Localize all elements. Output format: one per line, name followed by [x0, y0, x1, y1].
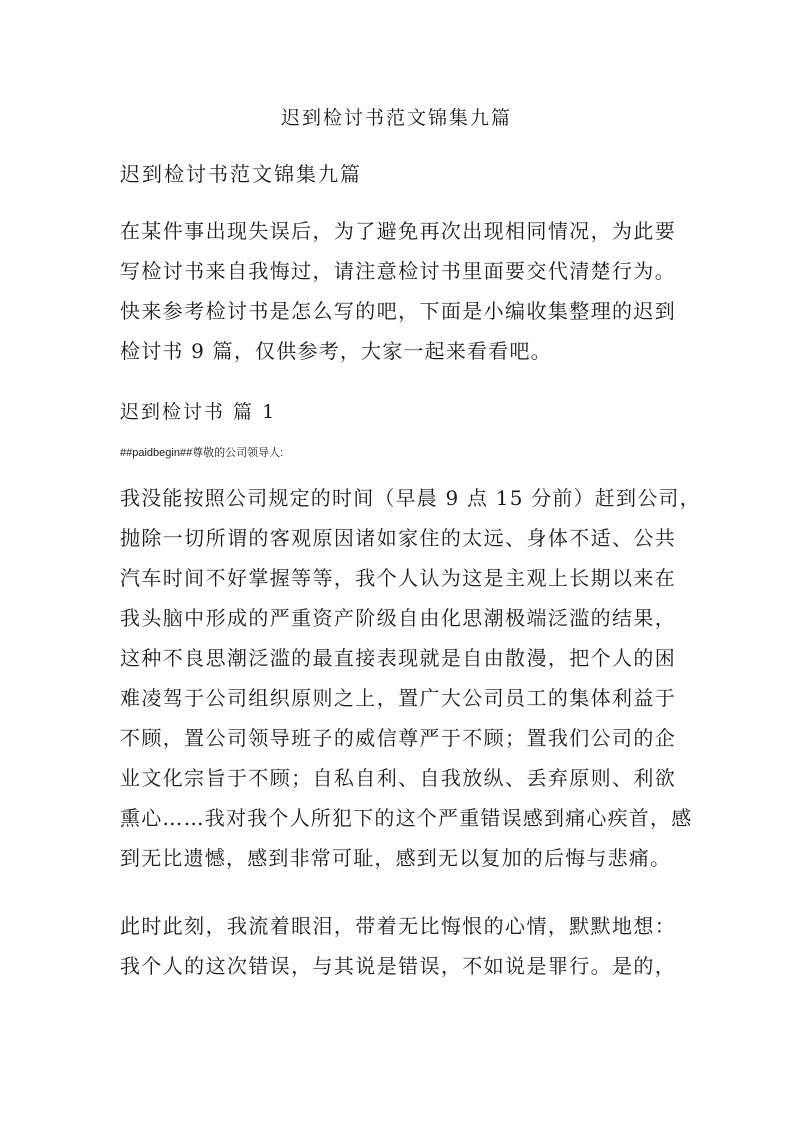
- closing-line: 此时此刻，我流着眼泪，带着无比悔恨的心情，默默地想：: [120, 914, 676, 938]
- intro-line: 快来参考检讨书是怎么写的吧，下面是小编收集整理的迟到: [120, 299, 676, 323]
- body-line: 汽车时间不好掌握等等，我个人认为这是主观上长期以来在: [120, 566, 676, 590]
- body-line: 熏心……我对我个人所犯下的这个严重错误感到痛心疾首，感: [120, 806, 693, 830]
- intro-line: 写检讨书来自我悔过，请注意检讨书里面要交代清楚行为。: [120, 259, 676, 283]
- closing-line: 我个人的这次错误，与其说是错误，不如说是罪行。是的，: [120, 954, 676, 978]
- section-heading: 迟到检讨书 篇 1: [120, 401, 277, 423]
- body-line: 我头脑中形成的严重资产阶级自由化思潮极端泛滥的结果，: [120, 606, 676, 630]
- body-line: 难凌驾于公司组织原则之上，置广大公司员工的集体利益于: [120, 686, 676, 710]
- body-paragraph: [120, 478, 701, 878]
- intro-paragraph: [120, 211, 676, 371]
- intro-line: 在某件事出现失误后，为了避免再次出现相同情况，为此要: [120, 219, 676, 243]
- salutation-marker: ##paidbegin##尊敬的公司领导人:: [120, 447, 284, 459]
- body-line: 业文化宗旨于不顾；自私自利、自我放纵、丢弃原则、利欲: [120, 766, 676, 790]
- body-line: 我没能按照公司规定的时间（早晨 9 点 15 分前）赶到公司，: [120, 486, 701, 510]
- intro-line: 检讨书 9 篇，仅供参考，大家一起来看看吧。: [120, 339, 552, 363]
- body-line: 到无比遗憾，感到非常可耻，感到无以复加的后悔与悲痛。: [120, 846, 672, 870]
- body-line: 抛除一切所谓的客观原因诸如家住的太远、身体不适、公共: [120, 526, 676, 550]
- document-title: 迟到检讨书范文锦集九篇: [280, 107, 512, 129]
- body-line: 这种不良思潮泛滥的最直接表现就是自由散漫，把个人的困: [120, 646, 676, 670]
- body-line: 不顾，置公司领导班子的威信尊严于不顾；置我们公司的企: [120, 726, 676, 750]
- closing-paragraph: [120, 906, 676, 986]
- document-subtitle: 迟到检讨书范文锦集九篇: [120, 162, 362, 186]
